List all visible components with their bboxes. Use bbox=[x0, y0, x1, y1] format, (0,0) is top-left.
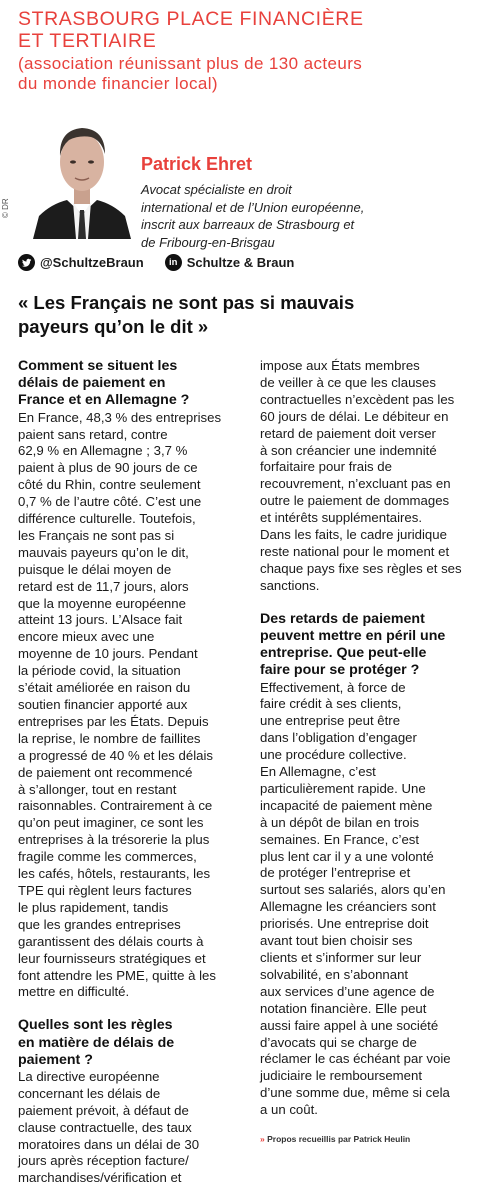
question-3: Des retards de paiement peuvent mettre en péril une entreprise. Que peut-elle faire pour se protéger ? bbox=[260, 610, 446, 679]
bio-line: international et de l’Union européenne, bbox=[141, 199, 365, 215]
header-subtitle-line: (association réunissant plus de 130 acteurs bbox=[18, 54, 363, 73]
header-subtitle bbox=[18, 54, 478, 94]
answer-3: Effectivement, à force de faire crédit à ses clients, une entreprise peut être dans l’obligation d’engager une procédure collective. En Allemagne, c’est particulièrement rapide. Une incapacité de paiement mène à un dépôt de bilan en trois semaines. En France, c’est plus lent car il y a une volonté de protéger l’entreprise et surtout ses salariés, alors qu’en Allemagne les créanciers sont priorisés. Une entreprise doit avant tout bien choisir ses clients et s’informer sur leur solvabilité, en s’abonnant aux services d’une agence de notation financière. Elle peut aussi faire appel à une société d’avocats qui se charge de réclamer le cas échéant par voie judiciaire le remboursement d’une somme due, même si cela a un coût. bbox=[260, 679, 451, 1118]
answer-2: La directive européenne concernant les délais de paiement prévoit, à défaut de clause contractuelle, des taux moratoires dans un délai de 30 jours après réception facture/ marchandises/vérification et bbox=[18, 1068, 200, 1186]
article-column-left bbox=[18, 358, 243, 1187]
byline-arrow-icon: » bbox=[260, 1134, 265, 1145]
portrait-photo bbox=[33, 104, 131, 239]
twitter-icon[interactable] bbox=[18, 254, 35, 271]
linkedin-icon[interactable]: in bbox=[165, 254, 182, 271]
bio-line: de Fribourg-en-Brisgau bbox=[141, 234, 275, 250]
question-2: Quelles sont les règles en matière de délais de paiement ? bbox=[18, 1017, 175, 1068]
header-title bbox=[18, 8, 478, 52]
header bbox=[18, 8, 478, 94]
twitter-handle[interactable]: @SchultzeBraun bbox=[40, 255, 144, 270]
bio-line: inscrit aux barreaux de Strasbourg et bbox=[141, 217, 355, 232]
photo-credit: © DR bbox=[1, 198, 10, 218]
byline-text: Propos recueillis par Patrick Heulin bbox=[267, 1134, 411, 1145]
linkedin-name[interactable]: Schultze & Braun bbox=[186, 255, 295, 270]
article-column-right bbox=[260, 358, 480, 1148]
answer-1: En France, 48,3 % des entreprises paient sans retard, contre 62,9 % en Allemagne ; 3,7 % paient à plus de 90 jours de ce côté du Rhin, contre seulement 0,7 % de l’autre côté. C’est une différence culturelle. Toutefois, les Français ne sont pas si mauvais payeurs qu’on le dit, puisque le délai moyen de retard est de 11,7 jours, alors que la moyenne européenne atteint 13 jours. L’Alsace fait encore mieux avec une moyenne de 10 jours. Pendant la période covid, la situation s’était améliorée en raison du soutien financier apporté aux entreprises par les États. Depuis la reprise, le nombre de faillites a progressé de 40 % et les délais de paiement ont recommencé à s’allonger, tout en restant raisonnables. Contrairement à ce qu’on peut imaginer, ce sont les entreprises à la trésorerie la plus fragile comme les commerces, les cafés, hôtels, restaurants, les TPE qui règlent leurs factures le plus rapidement, tandis que les grandes entreprises garantissent des délais courts à leur fournisseurs stratégiques et font attendre les PME, quitte à les mettre en difficulté. bbox=[18, 409, 222, 1000]
header-title-line: STRASBOURG PLACE FINANCIÈRE bbox=[18, 8, 364, 30]
answer-2-continued: impose aux États membres de veiller à ce que les clauses contractuelles n’excèdent pas les 60 jours de délai. Le débiteur en retard de paiement doit verser à son créancier une indemnité forfaitaire pour frais de recouvrement, n’excluant pas en outre le paiement de dommages et intérêts supplémentaires. Dans les faits, le cadre juridique reste national pour le moment et chaque pays fixe ses règles et ses sanctions. bbox=[260, 358, 462, 593]
header-subtitle-line: du monde financier local) bbox=[18, 74, 218, 93]
person-name: Patrick Ehret bbox=[141, 154, 253, 174]
question-1: Comment se situent les délais de paiement en France et en Allemagne ? bbox=[18, 358, 190, 409]
quote-line: payeurs qu’on le dit » bbox=[18, 316, 209, 337]
header-title-line: ET TERTIAIRE bbox=[18, 30, 157, 52]
person-bio bbox=[141, 181, 441, 251]
social-links bbox=[18, 254, 294, 271]
bio-line: Avocat spécialiste en droit bbox=[141, 182, 292, 197]
byline bbox=[260, 1131, 480, 1148]
headline-quote bbox=[18, 291, 478, 339]
quote-line: « Les Français ne sont pas si mauvais bbox=[18, 292, 355, 313]
